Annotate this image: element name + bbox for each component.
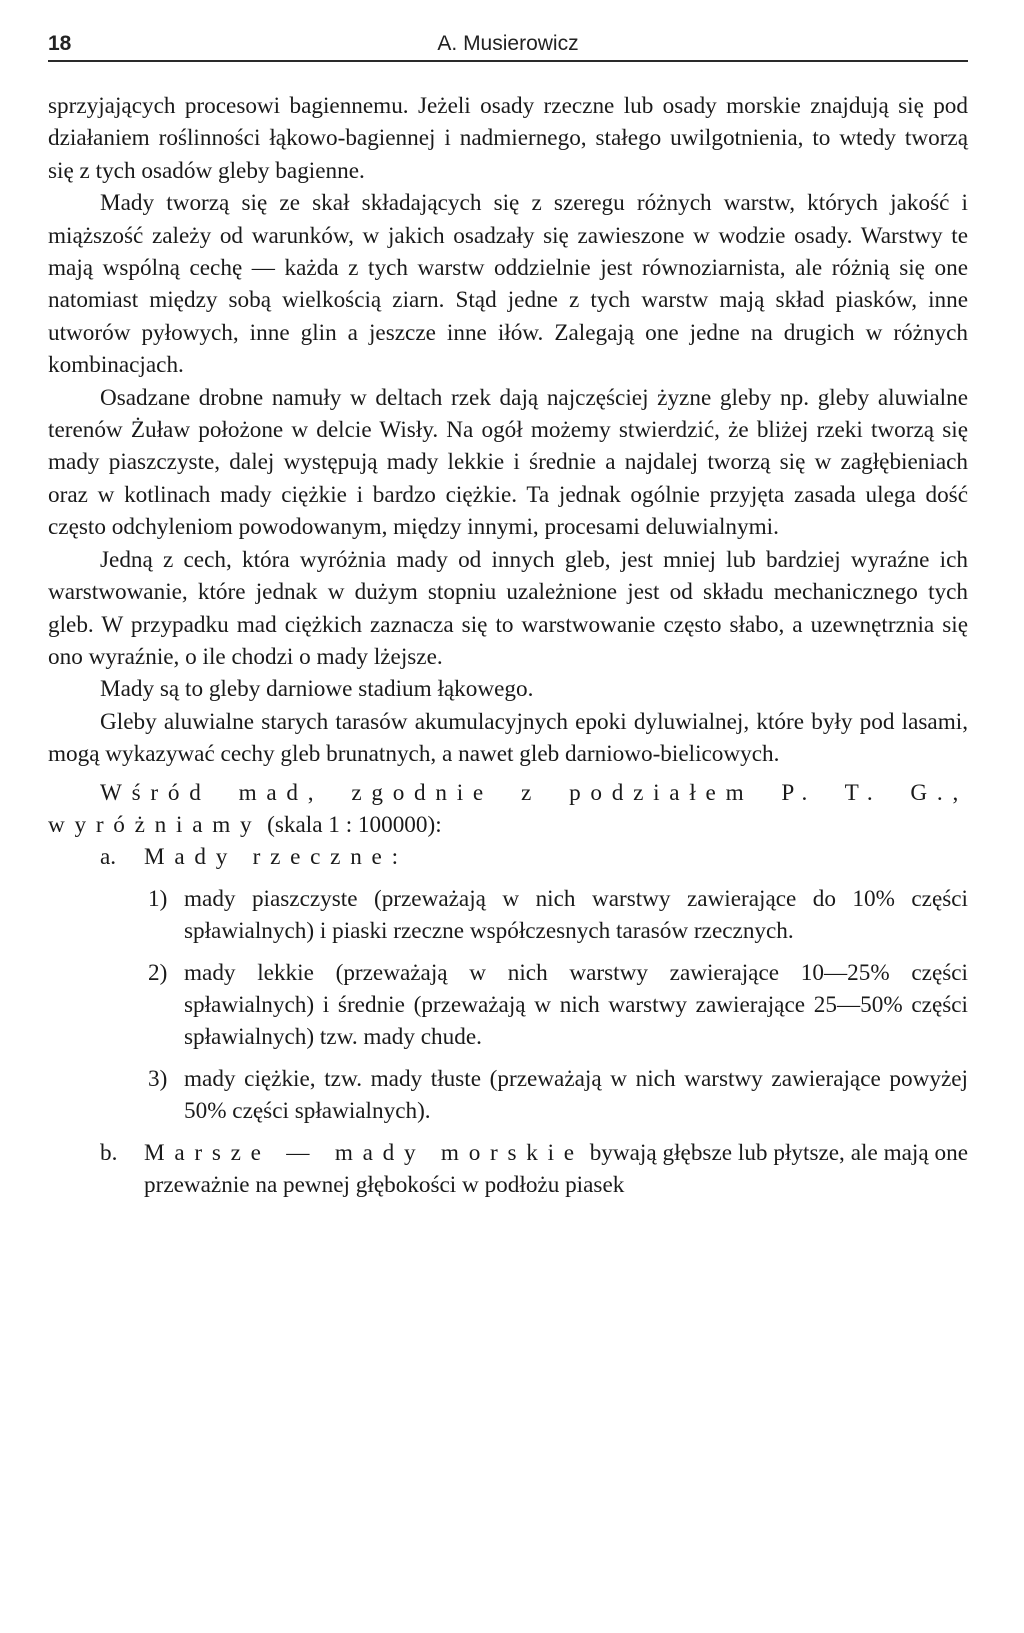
list-item-number: 2) [148, 959, 168, 986]
document-page [48, 26, 968, 1201]
paragraph: sprzyjających procesowi bagiennemu. Jeżeli osady rzeczne lub osady morskie znajdują się pod działaniem roślinności łąkowo-bagiennej i nadmiernego, stałego uwilgotnienia, to wtedy tworzą się z tych osadów gleby bagienne. [48, 93, 968, 184]
paragraph: Osadzane drobne namuły w deltach rzek dają najczęściej żyzne gleby np. gleby aluwialne terenów Żuław położone w delcie Wisły. Na ogół możemy stwierdzić, że bliżej rzeki tworzą się mady piaszczyste, dalej występują mady lekkie i średnie a najdalej tworzą się w zagłębieniach oraz w kotlinach mady ciężkie i bardzo ciężkie. Ta jednak ogólnie przyjęta zasada ulega dość często odchyleniom powodowanym, między innymi, procesami deluwialnymi. [48, 384, 968, 541]
list-b [48, 1137, 968, 1202]
paragraph-classification [48, 777, 968, 842]
scale-note: (skala 1 : 100000): [261, 811, 442, 838]
paragraph: Gleby aluwialne starych tarasów akumulacyjnych epoki dyluwialnej, które były pod lasami, mogą wykazywać cechy gleb brunatnych, a nawet gleb darniowo-bielicowych. [48, 708, 968, 768]
list-a-label: a. [100, 844, 117, 871]
list-item [96, 957, 968, 1054]
page-header [48, 26, 968, 60]
list-a-title: Mady rzeczne: [144, 844, 408, 871]
list-item [96, 1063, 968, 1128]
list-a-items [48, 883, 968, 1128]
body-text [48, 90, 968, 1201]
list-a-heading [48, 841, 968, 873]
list-item [96, 883, 968, 948]
list-item-text: mady ciężkie, tzw. mady tłuste (przeważają w nich warstwy zawierające powyżej 50% części spławialnych). [184, 1065, 968, 1125]
running-head: A. Musierowicz [437, 32, 579, 55]
list-b-text: bywają głębsze lub płytsze, ale mają one przeważnie na pewnej głębokości w podłożu piasek [144, 1139, 968, 1198]
page-number: 18 [48, 32, 72, 55]
spaced-phrase: Wśród mad, zgodnie z podziałem P. T. G., wyróżniamy [48, 779, 968, 838]
paragraph: Mady są to gleby darniowe stadium łąkowego. [100, 676, 534, 703]
list-item-text: mady lekkie (przeważają w nich warstwy zawierające 10—25% części spławialnych) i średnie (przeważają w nich warstwy zawierające 25—50% części spławialnych) tzw. mady chude. [184, 959, 968, 1051]
header-rule [48, 60, 968, 62]
paragraph: Mady tworzą się ze skał składających się z szeregu różnych warstw, których jakość i miąższość zależy od warunków, w jakich osadzały się zawieszone w wodzie osady. Warstwy te mają wspólną cechę — każda z tych warstw oddzielnie jest równoziarnista, ale różnią się one natomiast między sobą wielkością ziarn. Stąd jedne z tych warstw mają skład piasków, inne utworów pyłowych, inne glin a jeszcze inne iłów. Zalegają one jedne na drugich w różnych kombinacjach. [48, 190, 968, 379]
list-item-number: 3) [148, 1065, 168, 1092]
list-item-number: 1) [148, 885, 168, 912]
list-item-text: mady piaszczyste (przeważają w nich warstwy zawierające do 10% części spławialnych) i piaski rzeczne współczesnych tarasów rzecznych. [184, 885, 968, 945]
list-b-label: b. [100, 1139, 118, 1166]
paragraph: Jedną z cech, która wyróżnia mady od innych gleb, jest mniej lub bardziej wyraźne ich warstwowanie, które jednak w dużym stopniu uzależnione jest od składu mechanicznego tych gleb. W przypadku mad ciężkich zaznacza się to warstwowanie często słabo, a uzewnętrznia się ono wyraźnie, o ile chodzi o mady lżejsze. [48, 546, 968, 670]
list-b-title: Marsze — mady morskie [144, 1139, 584, 1166]
